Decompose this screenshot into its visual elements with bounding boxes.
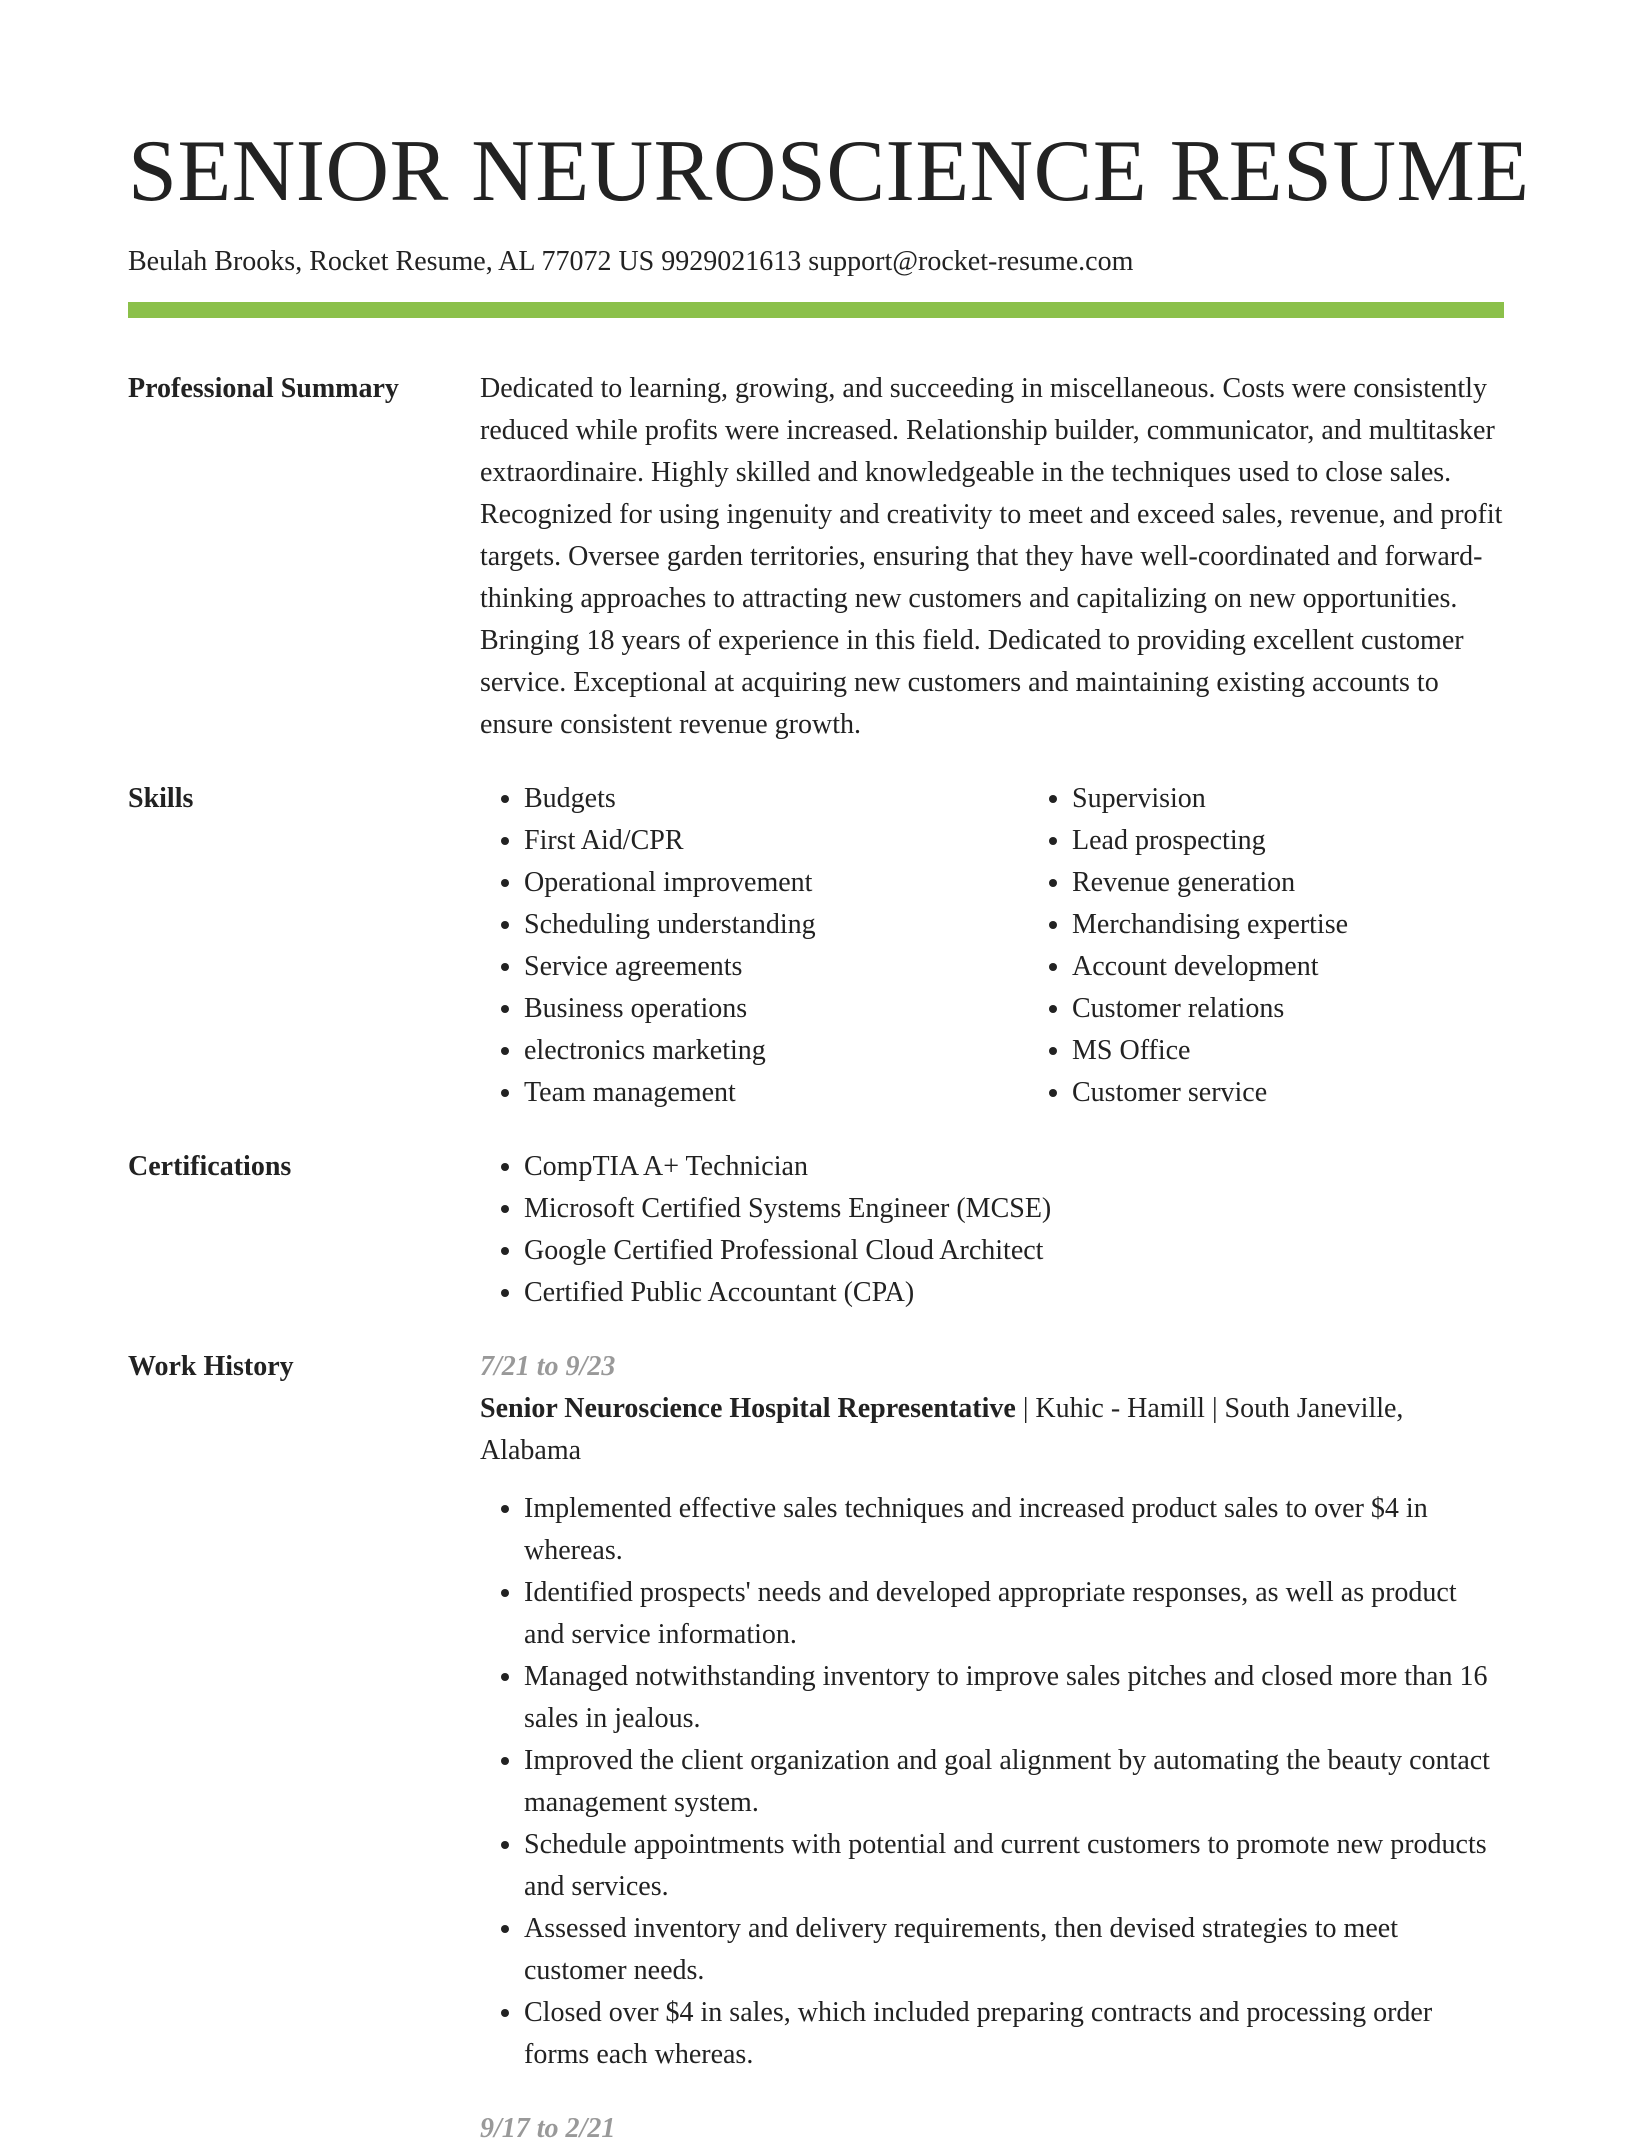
skill-item: • Operational improvement <box>524 862 1028 904</box>
job-title: Senior Neuroscience Hospital Representative <box>480 1393 1016 1424</box>
resume-page <box>128 0 1530 2150</box>
summary-label: Professional Summary <box>128 373 399 404</box>
skills-list-left <box>480 778 1028 1114</box>
job-details: | Kuhic - Hamill | South Janeville, Alabama <box>480 1393 1404 1466</box>
skill-item: • electronics marketing <box>524 1030 1028 1072</box>
skill-item: • Lead prospecting <box>1072 820 1576 862</box>
job-bullets <box>480 1488 1504 2076</box>
skill-item: • Account development <box>1072 946 1576 988</box>
job-heading <box>480 1388 1504 1472</box>
certifications-body <box>480 1146 1504 1314</box>
skill-item: • Customer relations <box>1072 988 1576 1030</box>
skills-body <box>480 778 1576 1114</box>
job-bullet: • Implemented effective sales techniques and increased product sales to over $4 in whereas. <box>524 1488 1504 1572</box>
summary-body <box>480 368 1504 746</box>
accent-rule <box>128 302 1504 318</box>
skill-item: • Service agreements <box>524 946 1028 988</box>
job-entry <box>480 1346 1504 2076</box>
work-history-body <box>480 1346 1504 2150</box>
job-bullet: • Schedule appointments with potential and current customers to promote new products and services. <box>524 1824 1504 1908</box>
skills-columns <box>480 778 1576 1114</box>
skill-item: • Merchandising expertise <box>1072 904 1576 946</box>
certification-item: • Certified Public Accountant (CPA) <box>524 1272 1504 1314</box>
work-history-section <box>128 1346 1504 2150</box>
job-bullet: • Identified prospects' needs and developed appropriate responses, as well as product and service information. <box>524 1572 1504 1656</box>
work-history-label: Work History <box>128 1351 294 1382</box>
skills-list-right <box>1028 778 1576 1114</box>
skill-item: • Revenue generation <box>1072 862 1576 904</box>
skills-section <box>128 778 1504 1114</box>
summary-text: Dedicated to learning, growing, and succeeding in miscellaneous. Costs were consistently reduced while profits were increased. Relationship builder, communicator, and multitasker extraordinaire. Highly skilled and knowledgeable in the techniques used to close sales. Recognized for using ingenuity and creativity to meet and exceed sales, revenue, and profit targets. Oversee garden territories, ensuring that they have well-coordinated and forward-thinking approaches to attracting new customers and capitalizing on new opportunities. Bringing 18 years of experience in this field. Dedicated to providing excellent customer service. Exceptional at acquiring new customers and maintaining existing accounts to ensure consistent revenue growth. <box>480 373 1503 740</box>
skill-item: • Business operations <box>524 988 1028 1030</box>
certification-item: • Microsoft Certified Systems Engineer (MCSE) <box>524 1188 1504 1230</box>
job-bullet: • Managed notwithstanding inventory to improve sales pitches and closed more than 16 sales in jealous. <box>524 1656 1504 1740</box>
contact-line: Beulah Brooks, Rocket Resume, AL 77072 US 9929021613 support@rocket-resume.com <box>128 246 1134 277</box>
job-bullet: • Closed over $4 in sales, which included preparing contracts and processing order forms each whereas. <box>524 1992 1504 2076</box>
job-bullet: • Assessed inventory and delivery requirements, then devised strategies to meet customer needs. <box>524 1908 1504 1992</box>
skill-item: • Supervision <box>1072 778 1576 820</box>
skill-item: • First Aid/CPR <box>524 820 1028 862</box>
skill-item: • Team management <box>524 1072 1028 1114</box>
certifications-label: Certifications <box>128 1151 292 1182</box>
certifications-list <box>480 1146 1504 1314</box>
skill-item: • MS Office <box>1072 1030 1576 1072</box>
skill-item: • Scheduling understanding <box>524 904 1028 946</box>
certification-item: • Google Certified Professional Cloud Architect <box>524 1230 1504 1272</box>
job-dates: 9/17 to 2/21 <box>480 2113 616 2144</box>
job-bullet: • Improved the client organization and goal alignment by automating the beauty contact management system. <box>524 1740 1504 1824</box>
job-entry <box>480 2108 1504 2150</box>
resume-title: SENIOR NEUROSCIENCE RESUME <box>128 123 1530 220</box>
certification-item: • CompTIA A+ Technician <box>524 1146 1504 1188</box>
skills-label: Skills <box>128 783 194 814</box>
skill-item: • Customer service <box>1072 1072 1576 1114</box>
certifications-section <box>128 1146 1504 1314</box>
job-dates: 7/21 to 9/23 <box>480 1351 616 1382</box>
skill-item: • Budgets <box>524 778 1028 820</box>
summary-section <box>128 368 1504 746</box>
